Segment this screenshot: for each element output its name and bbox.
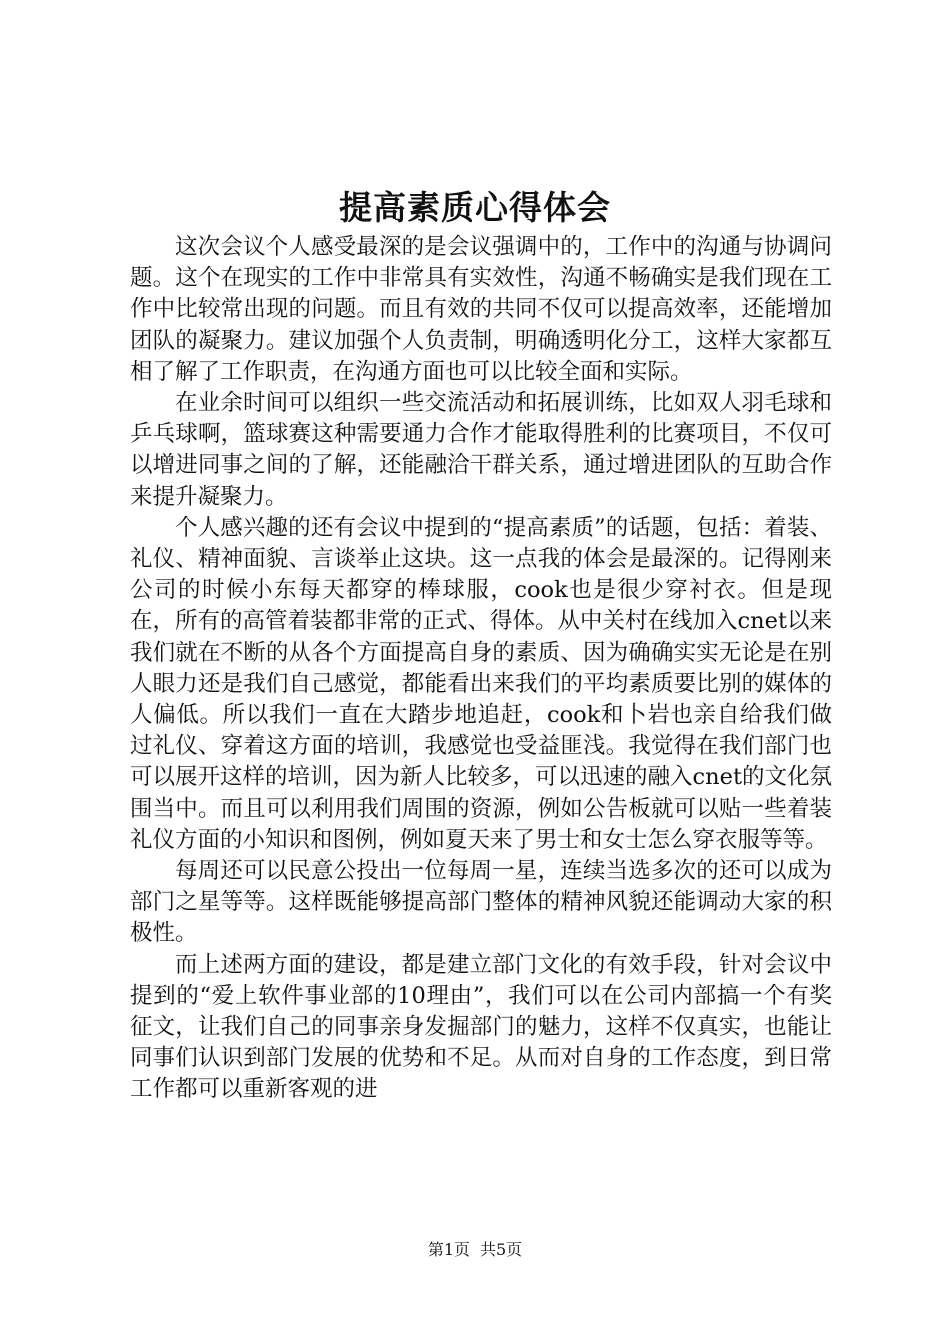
paragraph-4: 每周还可以民意公投出一位每周一星，连续当选多次的还可以成为部门之星等等。这样既能够提高部门整体的精神风貌还能调动大家的积极性。 xyxy=(130,858,832,947)
paragraph-1: 这次会议个人感受最深的是会议强调中的，工作中的沟通与协调问题。这个在现实的工作中非常具有实效性，沟通不畅确实是我们现在工作中比较常出现的问题。而且有效的共同不仅可以提高效率，还能增加团队的凝聚力。建议加强个人负责制，明确透明化分工，这样大家都互相了解了工作职责，在沟通方面也可以比较全面和实际。 xyxy=(130,234,832,385)
page-number: 第1页 xyxy=(427,1240,470,1259)
paragraph-2: 在业余时间可以组织一些交流活动和拓展训练，比如双人羽毛球和乒乓球啊，篮球赛这种需要通力合作才能取得胜利的比赛项目，不仅可以增进同事之间的了解，还能融洽干群关系，通过增进团队的互助合作来提升凝聚力。 xyxy=(130,390,832,510)
document-title: 提高素质心得体会 xyxy=(339,188,611,227)
paragraph-5: 而上述两方面的建设，都是建立部门文化的有效手段，针对会议中提到的“爱上软件事业部的10理由”，我们可以在公司内部搞一个有奖征文，让我们自己的同事亲身发掘部门的魅力，这样不仅真实，也能让同事们认识到部门发展的优势和不足。从而对自身的工作态度，到日常工作都可以重新客观的进 xyxy=(130,951,832,1103)
page-total: 共5页 xyxy=(480,1240,523,1259)
paragraph-3: 个人感兴趣的还有会议中提到的“提高素质”的话题，包括：着装、礼仪、精神面貌、言谈举止这块。这一点我的体会是最深的。记得刚来公司的时候小东每天都穿的棒球服，cook也是很少穿衬衣。但是现在，所有的高管着装都非常的正式、得体。从中关村在线加入cnet以来我们就在不断的从各个方面提高自身的素质、因为确确实实无论是在别人眼力还是我们自己感觉，都能看出来我们的平均素质要比别的媒体的人偏低。所以我们一直在大踏步地追赶，cook和卜岩也亲自给我们做过礼仪、穿着这方面的培训，我感觉也受益匪浅。我觉得在我们部门也可以展开这样的培训，因为新人比较多，可以迅速的融入cnet的文化氛围当中。而且可以利用我们周围的资源，例如公告板就可以贴一些着装礼仪方面的小知识和图例，例如夏天来了男士和女士怎么穿衣服等等。 xyxy=(130,514,832,853)
document-body xyxy=(130,232,832,1106)
page-footer xyxy=(0,1240,950,1260)
